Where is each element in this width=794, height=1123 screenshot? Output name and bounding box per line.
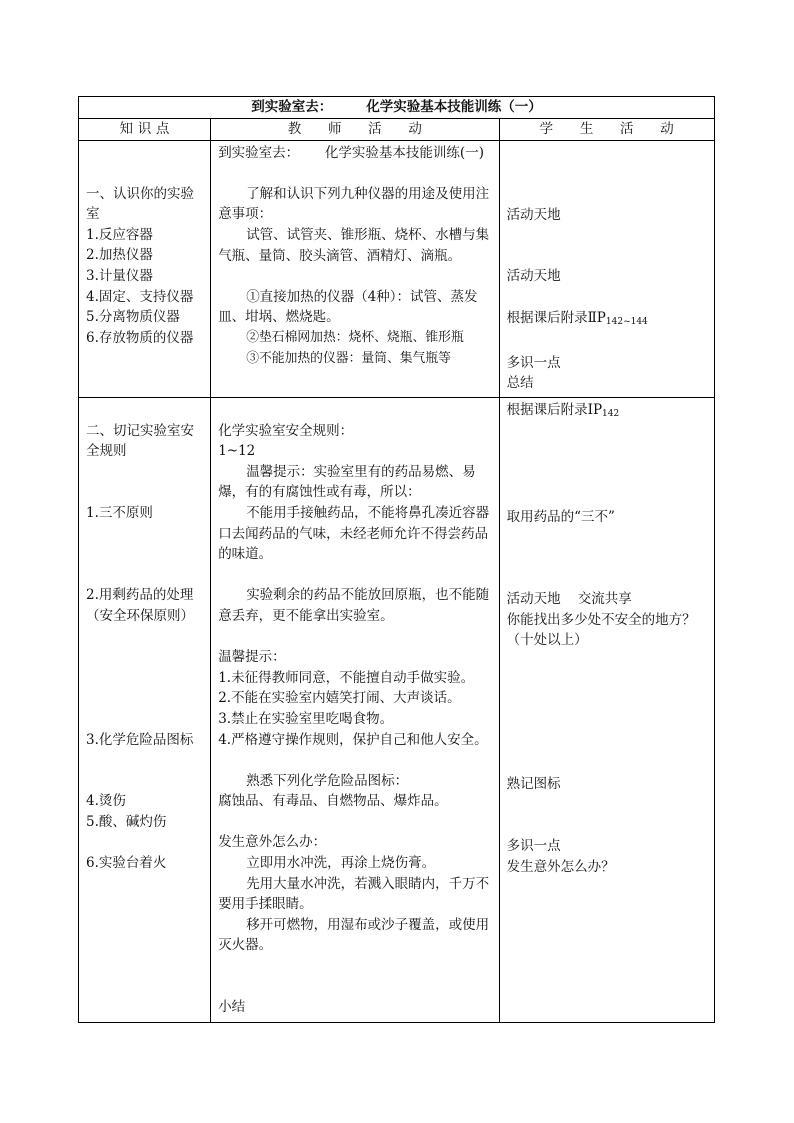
- section1-item: 4.固定、支持仪器: [86, 288, 194, 305]
- section2-teacher-cell: [211, 397, 499, 1022]
- safety-tip: 温馨提示：实验室里有的药品易燃、易爆，有的有腐蚀性或有毒，所以：: [218, 463, 476, 501]
- student-appendix: [507, 308, 709, 333]
- section1-item: 2.加热仪器: [86, 247, 153, 264]
- accident-title: 发生意外怎么办：: [218, 834, 327, 851]
- acid-treatment: 先用大量水冲洗，若溅入眼睛内，千万不要用手揉眼睛。: [218, 875, 490, 913]
- title-row: [79, 97, 715, 119]
- section2-item: 6.实验台着火: [86, 855, 167, 872]
- table-title: [79, 97, 715, 119]
- header-teacher: [211, 119, 499, 141]
- lesson-plan-table: [78, 96, 715, 1023]
- section1-student-cell: [499, 140, 714, 397]
- teacher-no-heat: ③不能加热的仪器：量筒、集气瓶等: [246, 350, 451, 366]
- header-student: [499, 119, 714, 141]
- section2-item: 2.用剩药品的处理（安全环保原则）: [86, 587, 194, 624]
- section1-knowledge-cell: [79, 140, 211, 397]
- student-appendix-pages: 142~144: [605, 316, 648, 327]
- section1-item: 6.存放物质的仪器: [86, 329, 194, 346]
- rules-range: 1~12: [218, 443, 256, 460]
- header-teacher-label: 教 师 活 动: [287, 121, 423, 137]
- section2-heading: 二、切记实验室安全规则: [86, 422, 194, 460]
- teacher-instruments: 试管、试管夹、锥形瓶、烧杯、水槽与集气瓶、量筒、胶头滴管、酒精灯、滴瓶。: [218, 226, 490, 264]
- section2-item: 5.酸、碱灼伤: [86, 813, 167, 830]
- section1-teacher-cell: [211, 140, 499, 397]
- rules-title: 化学实验室安全规则：: [218, 422, 354, 439]
- student-appendix-text: 根据课后附录ⅡP: [506, 309, 606, 326]
- section2-item: 3.化学危险品图标: [86, 731, 194, 748]
- student-question: 你能找出多少处不安全的地方？（十处以上）: [506, 611, 696, 649]
- teacher-intro: 了解和认识下列九种仪器的用途及使用注意事项：: [218, 185, 490, 223]
- section2-knowledge-cell: [79, 397, 211, 1022]
- section2-summary: 小结: [218, 999, 246, 1016]
- tip2-item: 4.严格遵守操作规则，保护自己和他人安全。: [218, 731, 488, 748]
- student-more: 多识一点: [506, 354, 561, 371]
- section1-item: 3.计量仪器: [86, 267, 153, 284]
- student-activity-share: 活动天地 交流共享: [506, 590, 632, 607]
- fire-treatment: 移开可燃物，用湿布或沙子覆盖，或使用灭火器。: [218, 916, 490, 954]
- section1-item: 1.反应容器: [86, 226, 153, 243]
- student-three-no: 取用药品的“三不”: [506, 508, 615, 525]
- teacher-asbestos-heat: ②垫石棉网加热：烧杯、烧瓶、锥形瓶: [246, 329, 464, 345]
- header-knowledge: 知 识 点: [79, 119, 211, 141]
- burn-treatment: 立即用水冲洗，再涂上烧伤膏。: [246, 855, 436, 872]
- hazard-list: 腐蚀品、有毒品、自燃物品、爆炸品。: [218, 793, 448, 810]
- section1-item: 5.分离物质仪器: [86, 309, 180, 326]
- section2-item: 4.烫伤: [86, 793, 126, 810]
- tip2-item: 2.不能在实验室内嬉笑打闹、大声谈话。: [218, 690, 461, 707]
- student-activity: 活动天地: [506, 206, 561, 223]
- tip2-item: 3.禁止在实验室里吃喝食物。: [218, 710, 394, 727]
- hazard-intro: 熟悉下列化学危险品图标：: [246, 772, 409, 789]
- section2-row: [79, 397, 715, 1022]
- student-accident: 发生意外怎么办？: [506, 858, 615, 875]
- section2-item: 1.三不原则: [86, 504, 153, 521]
- title-right: 化学实验基本技能训练（一）: [366, 99, 542, 115]
- student-appendix: [507, 400, 709, 425]
- section1-row: [79, 140, 715, 397]
- student-appendix-text: 根据课后附录ⅠP: [506, 401, 603, 418]
- student-summary: 总结: [506, 375, 534, 392]
- header-student-label: 学 生 活 动: [539, 121, 674, 137]
- student-memorize: 熟记图标: [506, 776, 561, 793]
- tip2-item: 1.未征得教师同意，不能擅自动手做实验。: [218, 669, 475, 686]
- header-row: [79, 119, 715, 141]
- leftover-rule: 实验剩余的药品不能放回原瓶，也不能随意丢弃，更不能拿出实验室。: [218, 587, 490, 624]
- section1-heading: 一、认识你的实验室: [86, 185, 194, 223]
- three-no-rule: 不能用手接触药品，不能将鼻孔凑近容器口去闻药品的气味，未经老师允许不得尝药品的味道。: [218, 504, 490, 563]
- student-activity: 活动天地: [506, 268, 561, 285]
- title-left: 到实验室去：: [251, 99, 333, 115]
- student-appendix-pages: 142: [602, 408, 620, 419]
- tip2-title: 温馨提示：: [218, 649, 286, 666]
- student-more: 多识一点: [506, 838, 561, 855]
- teacher-direct-heat: ①直接加热的仪器（4种）：试管、蒸发皿、坩埚、燃烧匙。: [218, 288, 478, 326]
- teacher-lesson-title: 到实验室去： 化学实验基本技能训练(一): [218, 144, 484, 161]
- section2-student-cell: [499, 397, 714, 1022]
